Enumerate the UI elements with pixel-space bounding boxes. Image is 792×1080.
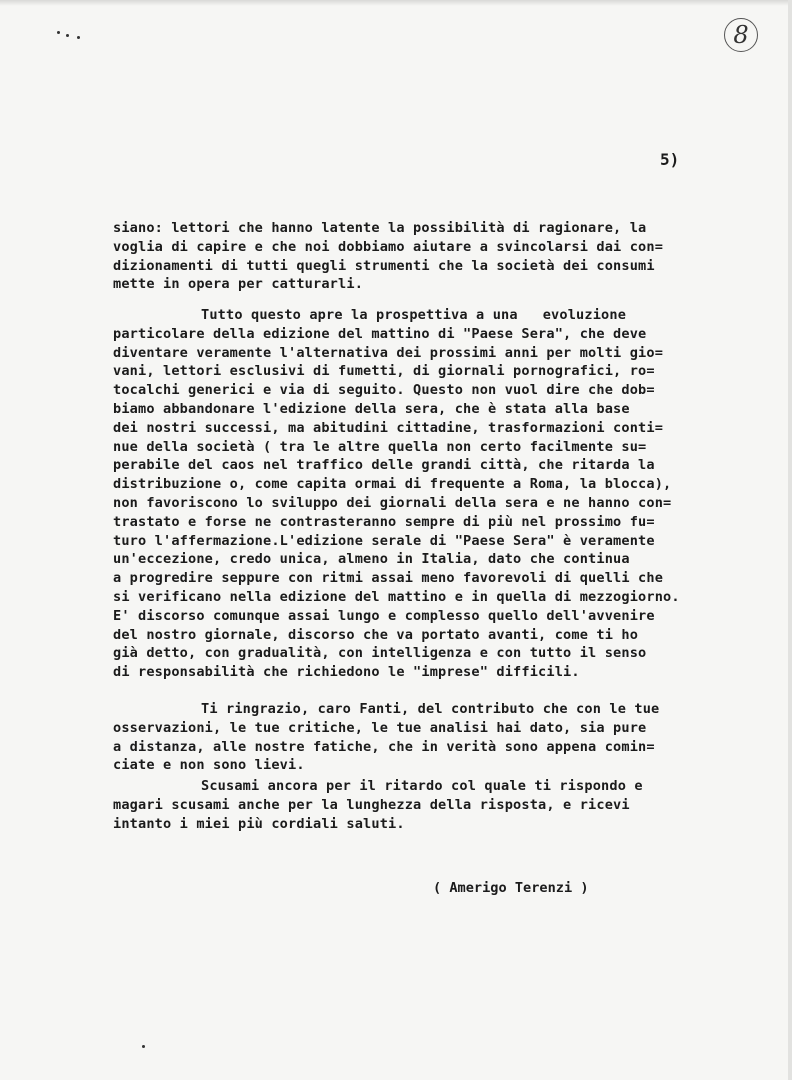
scan-top-edge	[0, 0, 792, 6]
text-line: E' discorso comunque assai lungo e complesso quello dell'avvenire	[113, 607, 655, 624]
text-line: mette in opera per catturarli.	[113, 276, 364, 293]
signature: ( Amerigo Terenzi )	[433, 880, 589, 896]
text-line: non favoriscono lo sviluppo dei giornali della sera e ne hanno con=	[113, 494, 672, 511]
text-line: turo l'affermazione.L'edizione serale di "Paese Sera" è veramente	[113, 532, 655, 549]
scan-speck	[66, 34, 69, 37]
paragraph-3	[113, 700, 659, 775]
text-line: del nostro giornale, discorso che va portato avanti, come ti ho	[113, 626, 639, 643]
text-line: a progredire seppure con ritmi assai meno favorevoli di quelli che	[113, 570, 664, 587]
stamp-number: 8	[733, 21, 749, 49]
text-line: intanto i miei più cordiali saluti.	[113, 815, 405, 832]
paragraph-4	[113, 777, 643, 833]
text-line: un'eccezione, credo unica, almeno in Italia, dato che continua	[113, 551, 630, 568]
handwritten-page-stamp	[724, 18, 758, 52]
text-line: Scusami ancora per il ritardo col quale ti rispondo e	[201, 778, 643, 794]
text-line: ciate e non sono lievi.	[113, 757, 305, 774]
text-line: di responsabilità che richiedono le "imprese" difficili.	[113, 664, 580, 681]
paragraph-2	[113, 306, 680, 682]
text-line: a distanza, alle nostre fatiche, che in verità sono appena comin=	[113, 738, 655, 755]
text-line: biamo abbandonare l'edizione della sera, che è stata alla base	[113, 400, 630, 417]
text-line: magari scusami anche per la lunghezza della risposta, e ricevi	[113, 796, 630, 813]
text-line: osservazioni, le tue critiche, le tue analisi hai dato, sia pure	[113, 719, 647, 736]
text-line: si verificano nella edizione del mattino e in quella di mezzogiorno.	[113, 588, 680, 605]
text-line: dei nostri successi, ma abitudini cittadine, trasformazioni conti=	[113, 419, 664, 436]
text-line: particolare della edizione del mattino di "Paese Sera", che deve	[113, 325, 647, 342]
scan-right-edge	[788, 0, 792, 1080]
text-line: Tutto questo apre la prospettiva a una evoluzione	[201, 307, 627, 323]
text-line: trastato e forse ne contrasteranno sempre di più nel prossimo fu=	[113, 513, 655, 530]
text-line: diventare veramente l'alternativa dei prossimi anni per molti gio=	[113, 344, 664, 361]
scan-speck	[57, 31, 60, 34]
text-line: siano: lettori che hanno latente la possibilità di ragionare, la	[113, 220, 647, 236]
text-line: dizionamenti di tutti quegli strumenti che la società dei consumi	[113, 257, 655, 274]
scan-speck	[142, 1045, 145, 1048]
text-line: Ti ringrazio, caro Fanti, del contributo che con le tue	[201, 701, 660, 717]
text-line: tocalchi generici e via di seguito. Questo non vuol dire che dob=	[113, 382, 655, 399]
paragraph-1	[113, 219, 663, 294]
text-line: distribuzione o, come capita ormai di frequente a Roma, la blocca),	[113, 476, 672, 493]
text-line: voglia di capire e che noi dobbiamo aiutare a svincolarsi dai con=	[113, 238, 664, 255]
text-line: nue della società ( tra le altre quella non certo facilmente su=	[113, 438, 647, 455]
scan-speck	[77, 36, 80, 39]
text-line: già detto, con gradualità, con intelligenza e con tutto il senso	[113, 645, 647, 662]
text-line: vani, lettori esclusivi di fumetti, di giornali pornografici, ro=	[113, 363, 655, 380]
page-number: 5)	[660, 150, 680, 169]
text-line: perabile del caos nel traffico delle grandi città, che ritarda la	[113, 457, 655, 474]
